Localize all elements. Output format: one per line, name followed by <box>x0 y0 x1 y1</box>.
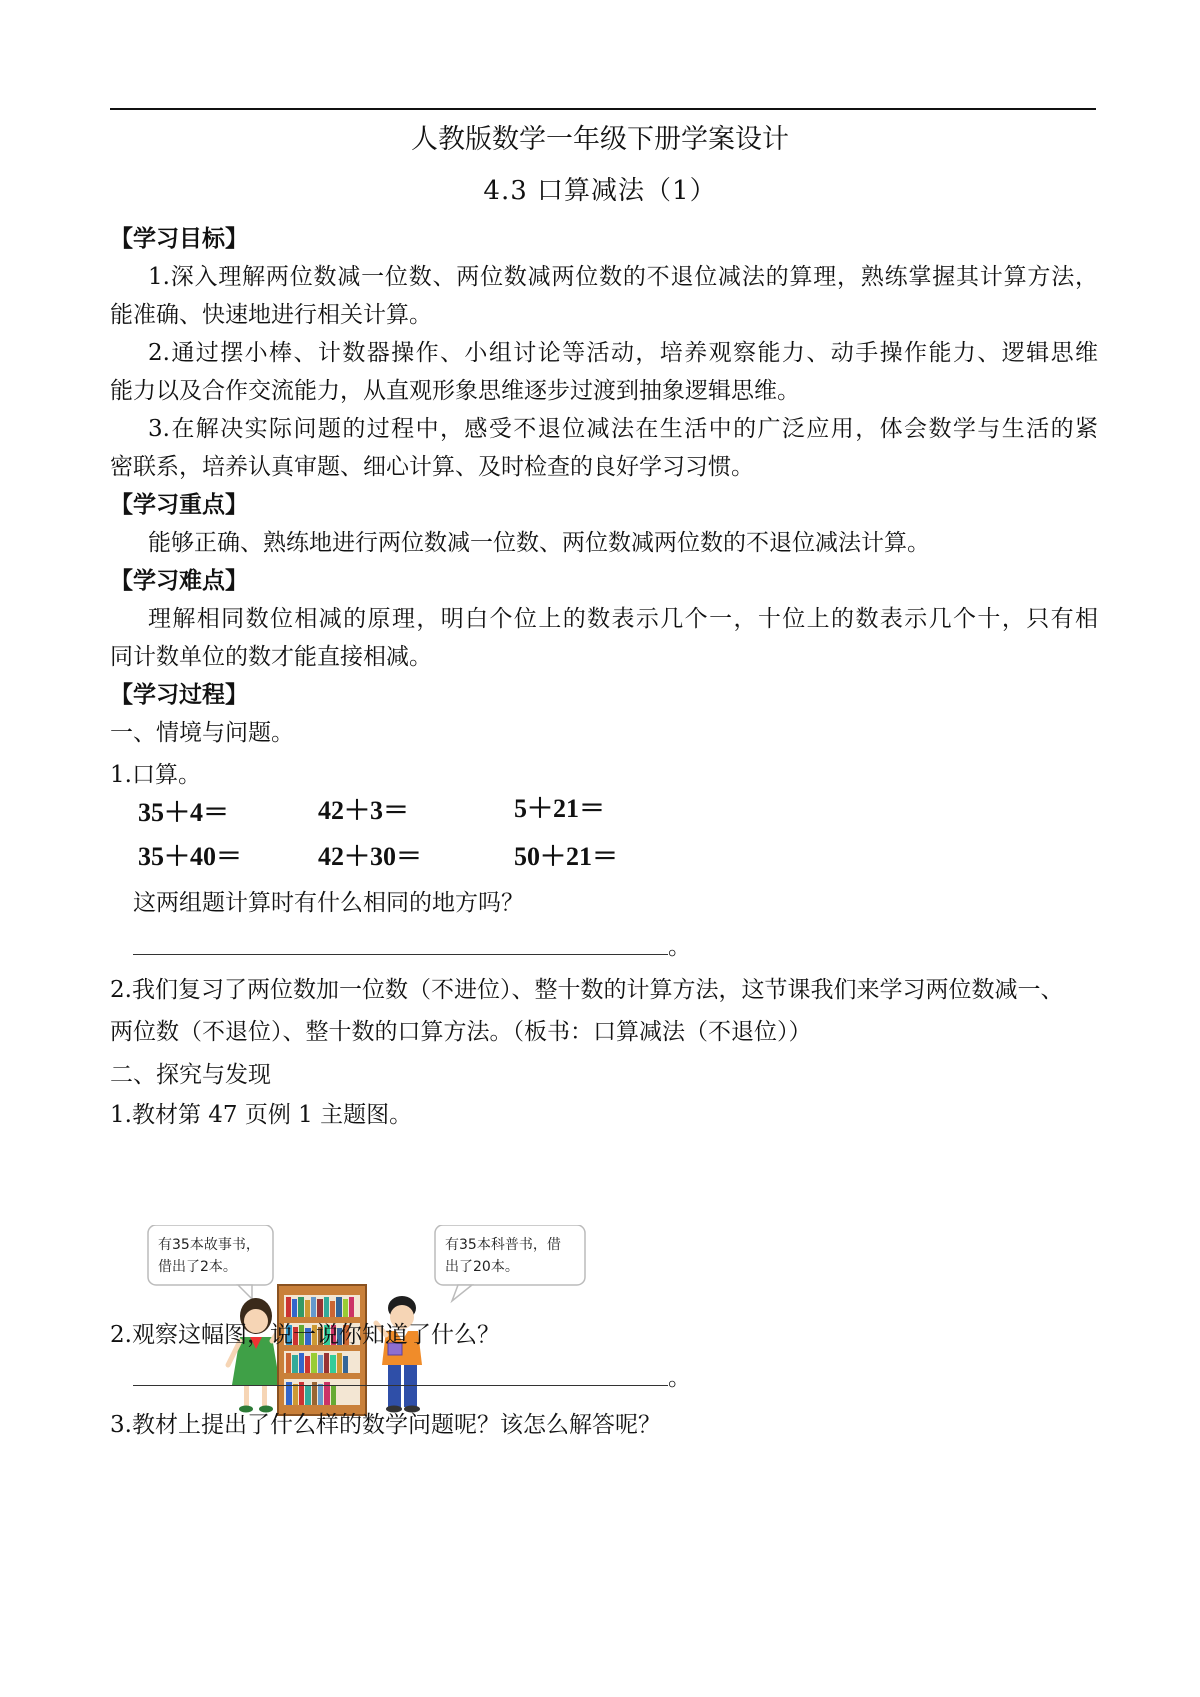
answer-blank-2[interactable] <box>133 1385 668 1386</box>
process-heading: 【学习过程】 <box>110 682 248 708</box>
question-1: 1.口算。 <box>110 762 201 788</box>
problem-4: 35＋40＝ <box>138 842 243 871</box>
question-2-line-2: 两位数（不退位）、整十数的口算方法。（板书：口算减法（不退位）） <box>110 1019 812 1045</box>
header-rule <box>110 108 1096 110</box>
girl-bubble-line-1: 有35本故事书， <box>158 1237 260 1253</box>
boy-speech-bubble <box>435 1225 585 1301</box>
problem-1: 35＋4＝ <box>138 798 230 827</box>
page-title: 人教版数学一年级下册学案设计 <box>411 124 789 155</box>
girl-bubble-line-2: 借出了2本。 <box>158 1259 237 1275</box>
example-1: 1.教材第 47 页例 1 主题图。 <box>110 1102 413 1128</box>
answer-blank-1[interactable] <box>133 954 668 955</box>
example-2: 2.观察这幅图，说一说你知道了什么？ <box>110 1322 500 1348</box>
goal-3-line-2: 密联系，培养认真审题、细心计算、及时检查的良好学习习惯。 <box>110 454 754 480</box>
goal-1-line-2: 能准确、快速地进行相关计算。 <box>110 302 432 328</box>
problem-2: 42＋3＝ <box>318 796 410 825</box>
answer-blank-1-period: 。 <box>668 934 691 960</box>
answer-blank-2-period: 。 <box>668 1365 691 1391</box>
goal-1-line-1: 1.深入理解两位数减一位数、两位数减两位数的不退位减法的算理，熟练掌握其计算方法， <box>148 264 1098 290</box>
goal-3-line-1: 3.在解决实际问题的过程中，感受不退位减法在生活中的广泛应用，体会数学与生活的紧 <box>148 416 1098 442</box>
question-1-ask: 这两组题计算时有什么相同的地方吗？ <box>133 890 524 916</box>
problem-3: 5＋21＝ <box>514 794 606 823</box>
boy-figure <box>376 1296 422 1413</box>
key-points-text: 能够正确、熟练地进行两位数减一位数、两位数减两位数的不退位减法计算。 <box>148 530 930 556</box>
girl-figure <box>228 1298 282 1413</box>
problem-6: 50＋21＝ <box>514 842 619 871</box>
goal-2-line-1: 2.通过摆小棒、计数器操作、小组讨论等活动，培养观察能力、动手操作能力、逻辑思维 <box>148 340 1098 366</box>
girl-speech-bubble <box>148 1225 273 1299</box>
page-subtitle: 4.3 口算减法（1） <box>483 176 717 206</box>
boy-bubble-line-1: 有35本科普书，借 <box>445 1237 561 1253</box>
problem-5: 42＋30＝ <box>318 842 423 871</box>
goal-2-line-2: 能力以及合作交流能力，从直观形象思维逐步过渡到抽象逻辑思维。 <box>110 378 800 404</box>
key-points-heading: 【学习重点】 <box>110 492 248 518</box>
example-3: 3.教材上提出了什么样的数学问题呢？该怎么解答呢？ <box>110 1412 661 1438</box>
boy-bubble-line-2: 出了20本。 <box>445 1259 519 1275</box>
bookshelf <box>278 1285 366 1415</box>
question-2-line-1: 2.我们复习了两位数加一位数（不进位）、整十数的计算方法，这节课我们来学习两位数减一、 <box>110 977 1064 1003</box>
difficulties-line-2: 同计数单位的数才能直接相减。 <box>110 644 432 670</box>
goals-heading: 【学习目标】 <box>110 226 248 252</box>
part-2-heading: 二、探究与发现 <box>110 1062 271 1088</box>
part-1-heading: 一、情境与问题。 <box>110 720 294 746</box>
difficulties-line-1: 理解相同数位相减的原理，明白个位上的数表示几个一，十位上的数表示几个十，只有相 <box>148 606 1098 632</box>
difficulties-heading: 【学习难点】 <box>110 568 248 594</box>
